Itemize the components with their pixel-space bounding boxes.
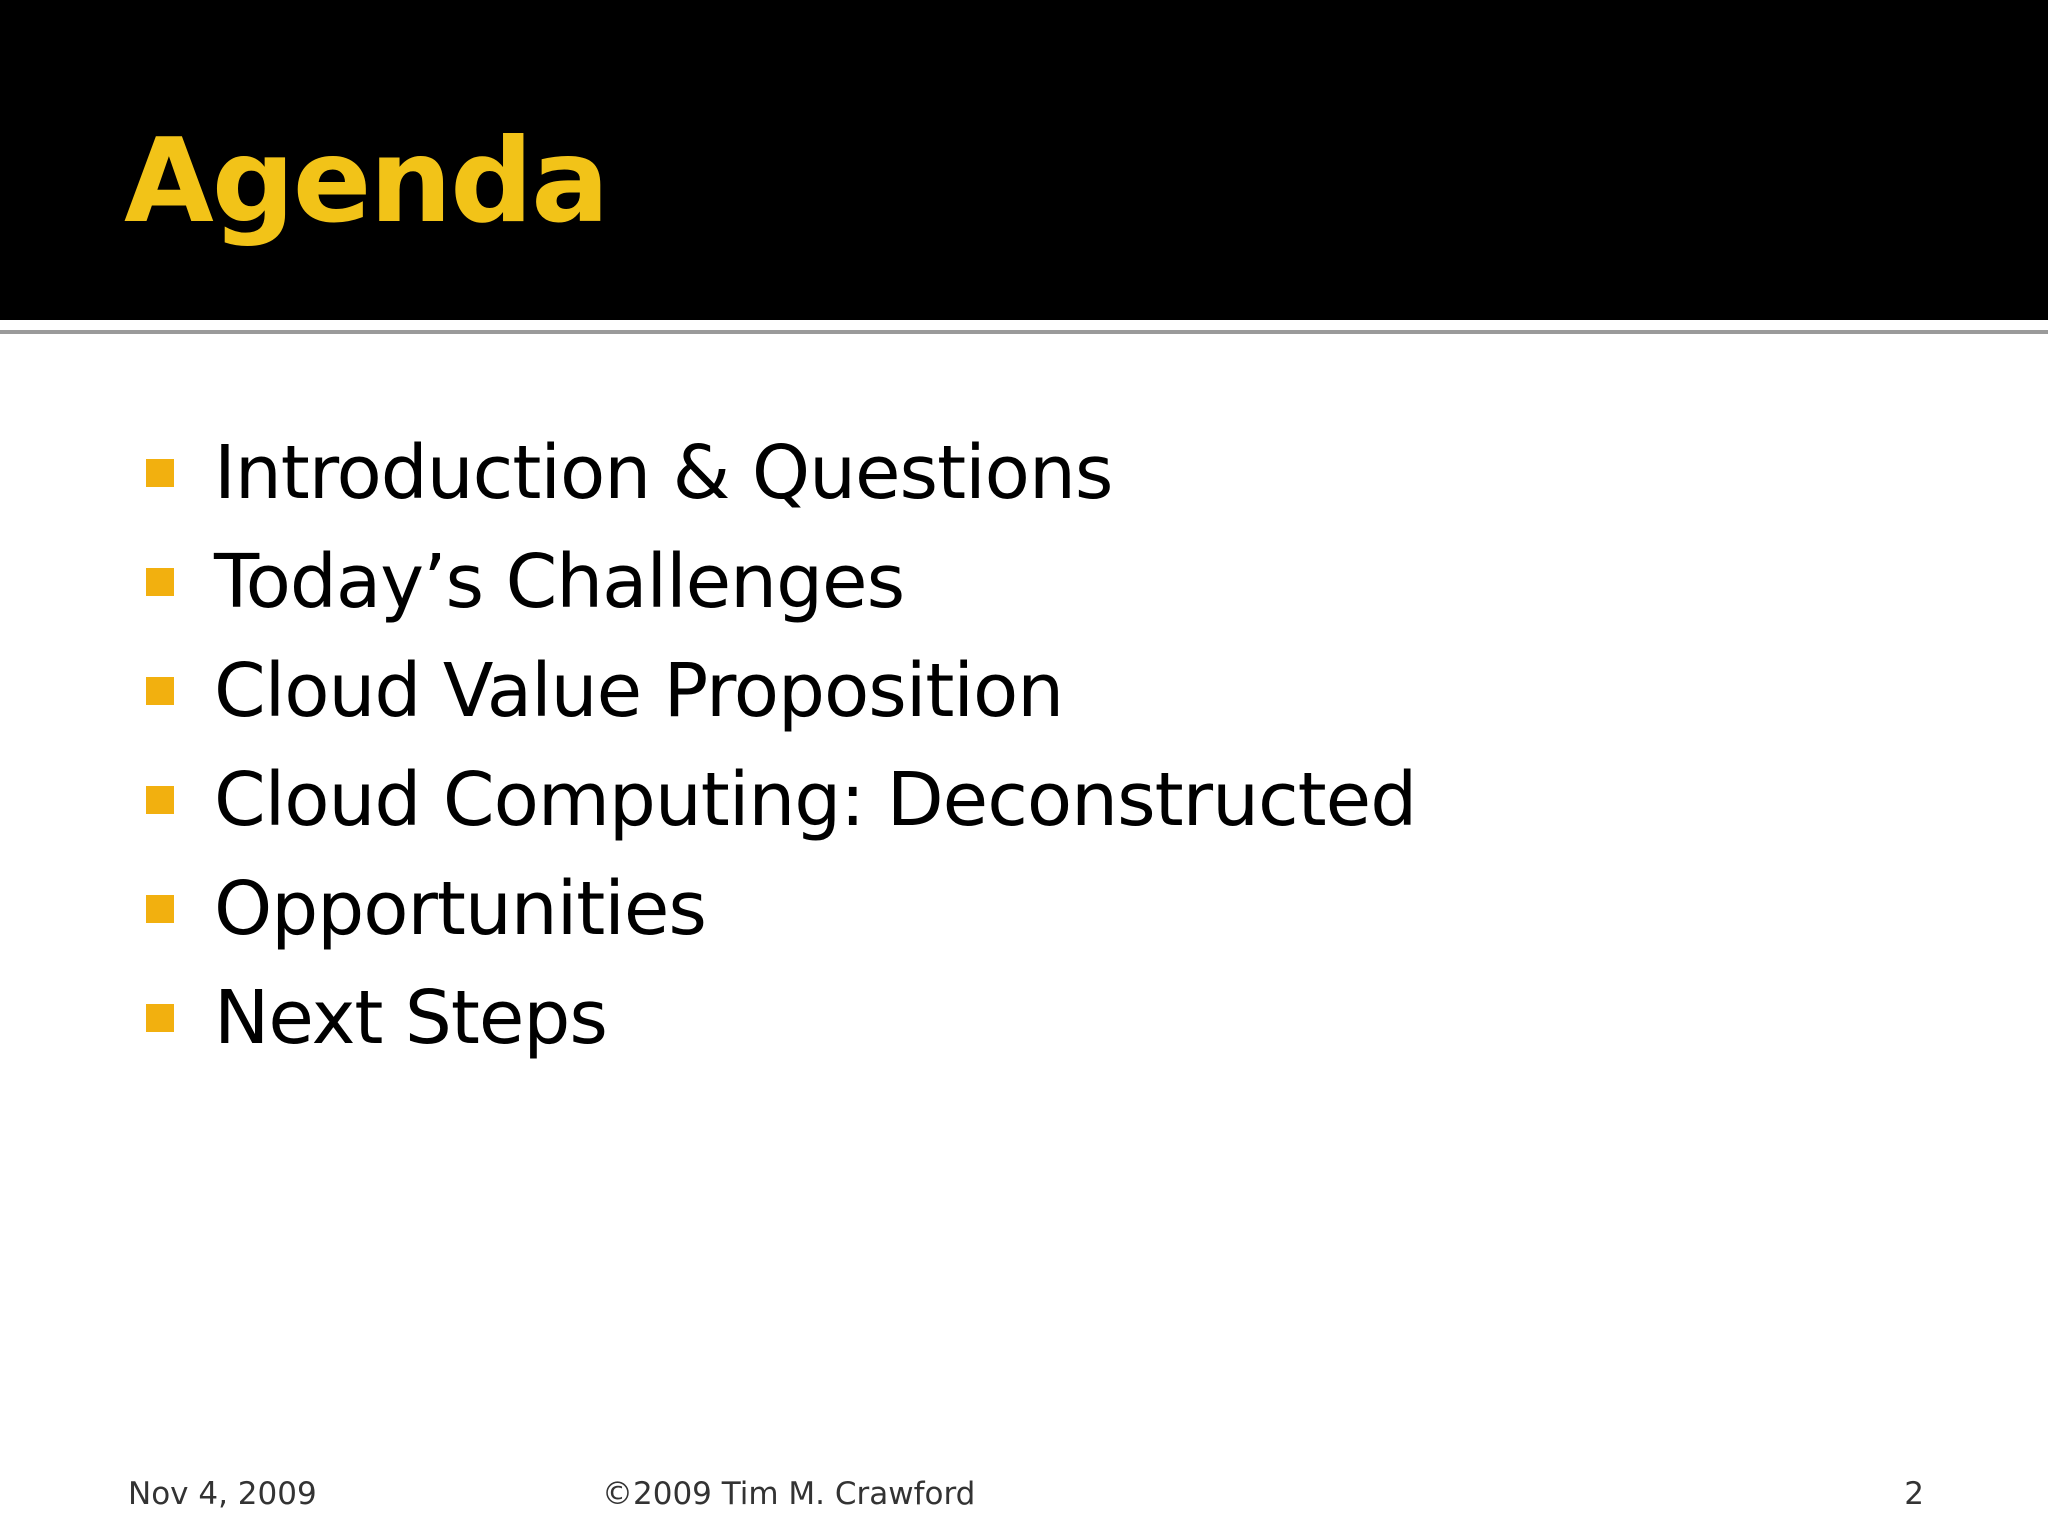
footer-date: Nov 4, 2009 bbox=[128, 1476, 317, 1512]
agenda-item-label: Next Steps bbox=[214, 974, 607, 1061]
agenda-item-label: Cloud Computing: Deconstructed bbox=[214, 756, 1417, 843]
footer-copyright: ©2009 Tim M. Crawford bbox=[602, 1476, 976, 1512]
square-bullet-icon bbox=[146, 459, 174, 487]
agenda-item bbox=[146, 963, 1416, 1072]
square-bullet-icon bbox=[146, 677, 174, 705]
agenda-list bbox=[146, 418, 1416, 1072]
agenda-item-label: Today’s Challenges bbox=[214, 538, 905, 625]
agenda-item bbox=[146, 636, 1416, 745]
agenda-item bbox=[146, 854, 1416, 963]
square-bullet-icon bbox=[146, 568, 174, 596]
agenda-item bbox=[146, 527, 1416, 636]
agenda-item-label: Introduction & Questions bbox=[214, 429, 1113, 516]
agenda-item bbox=[146, 745, 1416, 854]
page-number: 2 bbox=[1904, 1476, 1924, 1512]
square-bullet-icon bbox=[146, 786, 174, 814]
header-divider-gray bbox=[0, 330, 2048, 334]
title-bar bbox=[0, 0, 2048, 320]
square-bullet-icon bbox=[146, 895, 174, 923]
slide-title: Agenda bbox=[124, 114, 608, 249]
agenda-item-label: Opportunities bbox=[214, 865, 706, 952]
agenda-item-label: Cloud Value Proposition bbox=[214, 647, 1064, 734]
header-divider-white bbox=[0, 320, 2048, 330]
square-bullet-icon bbox=[146, 1004, 174, 1032]
agenda-item bbox=[146, 418, 1416, 527]
